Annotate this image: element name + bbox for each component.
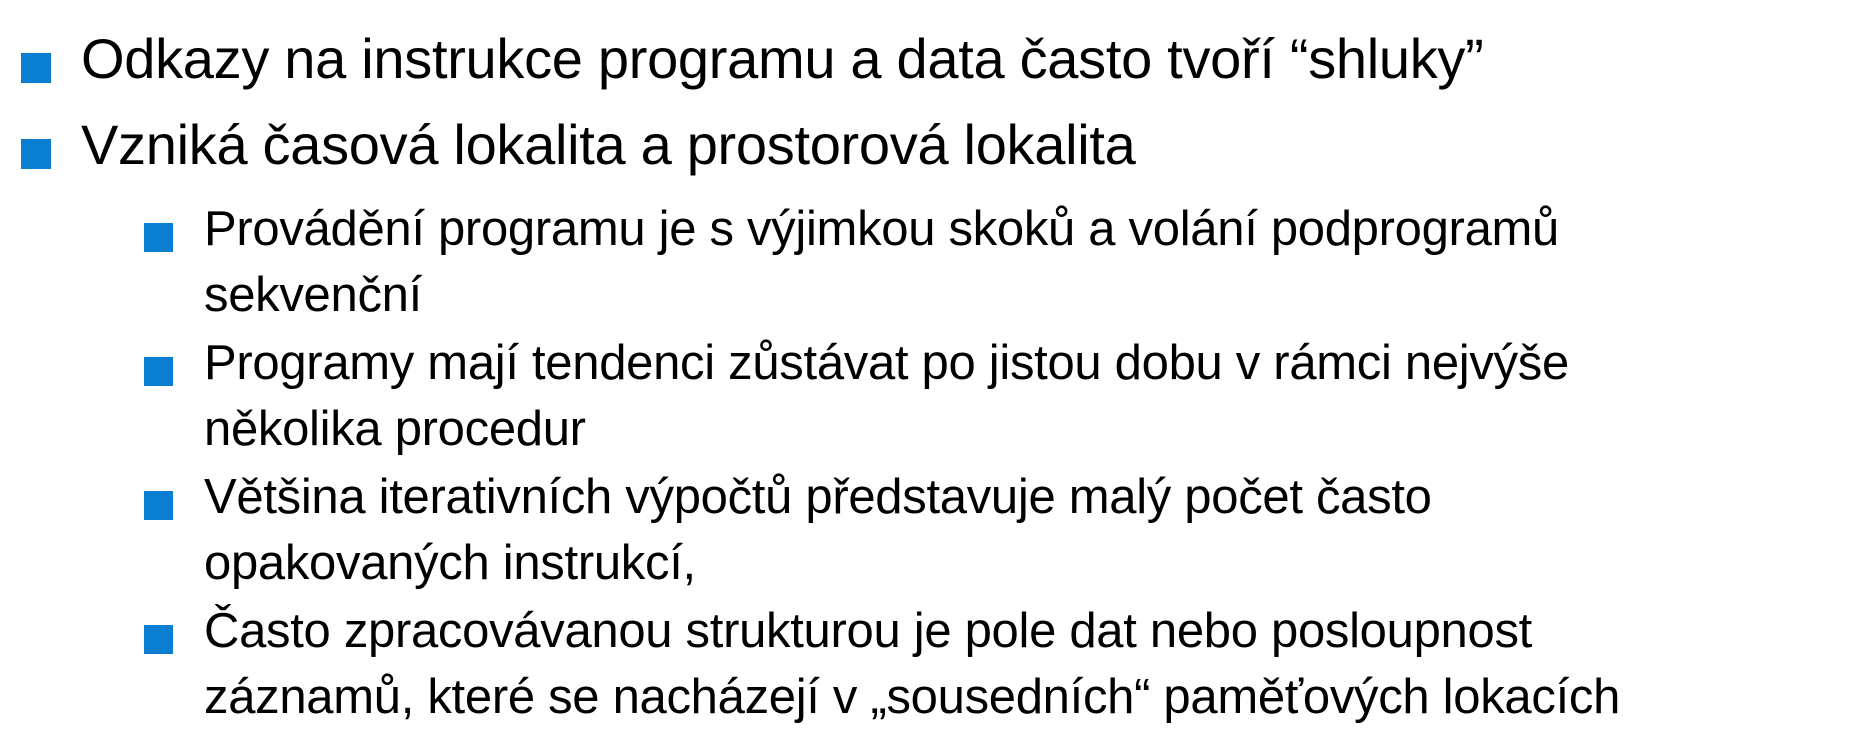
sub-bullet-line-2: několika procedur [204, 402, 586, 456]
sub-bullet-line-2: opakovaných instrukcí, [204, 536, 696, 590]
sub-bullet-line-2: záznamů, které se nacházejí v „sousedních“ paměťových lokacích [204, 670, 1621, 724]
bullet-text: Vzniká časová lokalita a prostorová lokalita [81, 113, 1136, 176]
square-bullet-icon [21, 53, 51, 83]
sub-bullet-item [204, 196, 1844, 328]
bullet-text: Odkazy na instrukce programu a data často tvoří “shluky” [81, 27, 1484, 90]
sub-bullet-line-1: Provádění programu je s výjimkou skoků a volání podprogramů [204, 202, 1559, 256]
sub-bullet-item [204, 598, 1844, 730]
sub-bullet-line-1: Často zpracovávanou strukturou je pole dat nebo posloupnost [204, 604, 1532, 658]
bullet-item [81, 27, 1483, 91]
square-bullet-icon [21, 139, 51, 169]
bullet-item [81, 113, 1135, 177]
square-bullet-icon [144, 491, 173, 520]
sub-bullet-item [204, 330, 1844, 462]
square-bullet-icon [144, 357, 173, 386]
sub-bullet-item [204, 464, 1844, 596]
sub-bullet-line-2: sekvenční [204, 268, 422, 322]
square-bullet-icon [144, 223, 173, 252]
sub-bullet-line-1: Většina iterativních výpočtů představuje malý počet často [204, 470, 1432, 524]
sub-bullet-line-1: Programy mají tendenci zůstávat po jistou dobu v rámci nejvýše [204, 336, 1569, 390]
square-bullet-icon [144, 625, 173, 654]
